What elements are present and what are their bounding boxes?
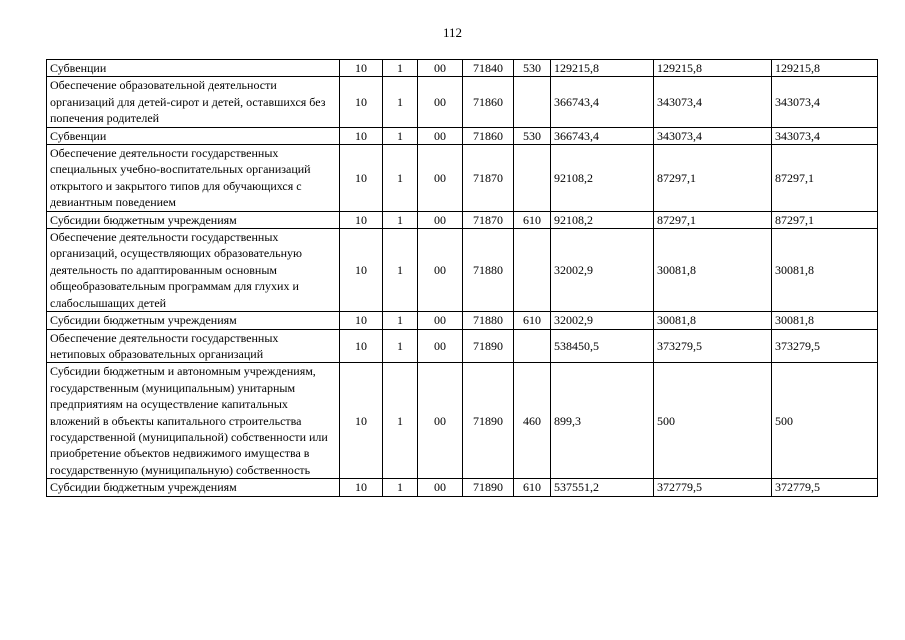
table-row bbox=[47, 363, 878, 479]
subsection-code: 1 bbox=[383, 329, 418, 363]
row-name: Субсидии бюджетным и автономным учреждениям, государственным (муниципальным) унитарным предприятиям на осуществление капитальных вложений в объекты капитального строительства государственной (муниципальной) собственности или приобретение объектов недвижимого имущества в государственную (муниципальную) собственность bbox=[47, 363, 340, 479]
program-code: 00 bbox=[418, 479, 463, 496]
amount-year-2: 30081,8 bbox=[654, 312, 772, 329]
program-code: 00 bbox=[418, 363, 463, 479]
section-code: 10 bbox=[340, 229, 383, 312]
subsection-code: 1 bbox=[383, 479, 418, 496]
row-name: Субвенции bbox=[47, 60, 340, 77]
amount-year-1: 92108,2 bbox=[551, 211, 654, 228]
amount-year-3: 343073,4 bbox=[772, 77, 878, 127]
amount-year-1: 129215,8 bbox=[551, 60, 654, 77]
section-code: 10 bbox=[340, 329, 383, 363]
article-code: 71860 bbox=[463, 127, 514, 144]
amount-year-1: 366743,4 bbox=[551, 127, 654, 144]
article-code: 71870 bbox=[463, 145, 514, 212]
subsection-code: 1 bbox=[383, 363, 418, 479]
amount-year-3: 500 bbox=[772, 363, 878, 479]
amount-year-2: 373279,5 bbox=[654, 329, 772, 363]
expense-type-code: 530 bbox=[514, 60, 551, 77]
program-code: 00 bbox=[418, 229, 463, 312]
program-code: 00 bbox=[418, 127, 463, 144]
row-name: Обеспечение образовательной деятельности организаций для детей-сирот и детей, оставшихся без попечения родителей bbox=[47, 77, 340, 127]
section-code: 10 bbox=[340, 77, 383, 127]
table-row bbox=[47, 211, 878, 228]
article-code: 71890 bbox=[463, 363, 514, 479]
article-code: 71840 bbox=[463, 60, 514, 77]
article-code: 71890 bbox=[463, 329, 514, 363]
expense-type-code: 610 bbox=[514, 312, 551, 329]
table-row bbox=[47, 60, 878, 77]
expense-type-code: 530 bbox=[514, 127, 551, 144]
expense-type-code: 610 bbox=[514, 211, 551, 228]
amount-year-3: 129215,8 bbox=[772, 60, 878, 77]
table-row bbox=[47, 127, 878, 144]
amount-year-2: 30081,8 bbox=[654, 229, 772, 312]
amount-year-3: 87297,1 bbox=[772, 211, 878, 228]
amount-year-3: 30081,8 bbox=[772, 229, 878, 312]
row-name: Субвенции bbox=[47, 127, 340, 144]
article-code: 71890 bbox=[463, 479, 514, 496]
row-name: Обеспечение деятельности государственных нетиповых образовательных организаций bbox=[47, 329, 340, 363]
table-row bbox=[47, 77, 878, 127]
section-code: 10 bbox=[340, 479, 383, 496]
expense-type-code: 460 bbox=[514, 363, 551, 479]
amount-year-2: 129215,8 bbox=[654, 60, 772, 77]
program-code: 00 bbox=[418, 312, 463, 329]
amount-year-1: 537551,2 bbox=[551, 479, 654, 496]
article-code: 71880 bbox=[463, 229, 514, 312]
program-code: 00 bbox=[418, 329, 463, 363]
section-code: 10 bbox=[340, 127, 383, 144]
article-code: 71870 bbox=[463, 211, 514, 228]
expense-type-code bbox=[514, 229, 551, 312]
table-row bbox=[47, 329, 878, 363]
section-code: 10 bbox=[340, 145, 383, 212]
article-code: 71880 bbox=[463, 312, 514, 329]
subsection-code: 1 bbox=[383, 60, 418, 77]
article-code: 71860 bbox=[463, 77, 514, 127]
amount-year-2: 500 bbox=[654, 363, 772, 479]
amount-year-2: 87297,1 bbox=[654, 145, 772, 212]
row-name: Субсидии бюджетным учреждениям bbox=[47, 312, 340, 329]
amount-year-2: 343073,4 bbox=[654, 77, 772, 127]
subsection-code: 1 bbox=[383, 127, 418, 144]
row-name: Обеспечение деятельности государственных специальных учебно-воспитательных организаций открытого и закрытого типов для обучающихся с девиантным поведением bbox=[47, 145, 340, 212]
expense-type-code bbox=[514, 329, 551, 363]
amount-year-2: 372779,5 bbox=[654, 479, 772, 496]
amount-year-1: 32002,9 bbox=[551, 312, 654, 329]
budget-table bbox=[46, 59, 878, 497]
table-row bbox=[47, 145, 878, 212]
amount-year-1: 32002,9 bbox=[551, 229, 654, 312]
section-code: 10 bbox=[340, 312, 383, 329]
amount-year-1: 538450,5 bbox=[551, 329, 654, 363]
subsection-code: 1 bbox=[383, 211, 418, 228]
amount-year-2: 343073,4 bbox=[654, 127, 772, 144]
subsection-code: 1 bbox=[383, 145, 418, 212]
amount-year-1: 92108,2 bbox=[551, 145, 654, 212]
table-row bbox=[47, 479, 878, 496]
subsection-code: 1 bbox=[383, 229, 418, 312]
section-code: 10 bbox=[340, 363, 383, 479]
expense-type-code: 610 bbox=[514, 479, 551, 496]
table-row bbox=[47, 312, 878, 329]
amount-year-3: 30081,8 bbox=[772, 312, 878, 329]
expense-type-code bbox=[514, 145, 551, 212]
amount-year-3: 87297,1 bbox=[772, 145, 878, 212]
table-row bbox=[47, 229, 878, 312]
subsection-code: 1 bbox=[383, 312, 418, 329]
section-code: 10 bbox=[340, 211, 383, 228]
row-name: Обеспечение деятельности государственных организаций, осуществляющих образовательную деятельность по адаптированным основным общеобразовательным программам для глухих и слабослышащих детей bbox=[47, 229, 340, 312]
program-code: 00 bbox=[418, 60, 463, 77]
expense-type-code bbox=[514, 77, 551, 127]
amount-year-3: 372779,5 bbox=[772, 479, 878, 496]
section-code: 10 bbox=[340, 60, 383, 77]
program-code: 00 bbox=[418, 77, 463, 127]
amount-year-3: 373279,5 bbox=[772, 329, 878, 363]
amount-year-1: 366743,4 bbox=[551, 77, 654, 127]
program-code: 00 bbox=[418, 211, 463, 228]
amount-year-1: 899,3 bbox=[551, 363, 654, 479]
program-code: 00 bbox=[418, 145, 463, 212]
row-name: Субсидии бюджетным учреждениям bbox=[47, 211, 340, 228]
amount-year-2: 87297,1 bbox=[654, 211, 772, 228]
amount-year-3: 343073,4 bbox=[772, 127, 878, 144]
subsection-code: 1 bbox=[383, 77, 418, 127]
row-name: Субсидии бюджетным учреждениям bbox=[47, 479, 340, 496]
page-number: 112 bbox=[442, 25, 463, 40]
